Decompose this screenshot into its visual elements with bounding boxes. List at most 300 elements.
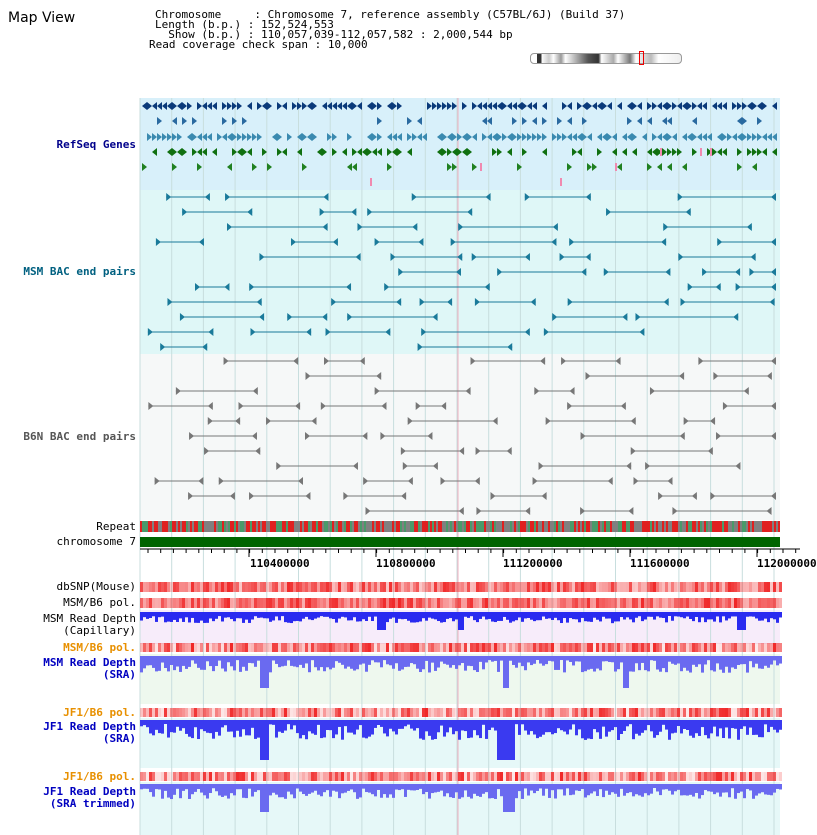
polymorphism-cell <box>224 772 227 781</box>
polymorphism-cell <box>419 582 422 592</box>
depth-bar <box>140 656 143 672</box>
polymorphism-cell <box>764 582 767 592</box>
gene-feature <box>302 163 307 171</box>
repeat-feature <box>336 521 338 532</box>
bac-end-marker <box>540 357 545 365</box>
depth-bar <box>698 656 701 664</box>
polymorphism-cell <box>761 598 764 608</box>
polymorphism-cell <box>248 708 251 717</box>
depth-bar <box>404 720 407 726</box>
repeat-feature <box>456 521 458 532</box>
depth-bar <box>617 656 620 669</box>
depth-bar <box>596 612 599 620</box>
polymorphism-cell <box>308 643 311 652</box>
polymorphism-cell <box>539 708 542 717</box>
depth-bar <box>179 784 182 798</box>
repeat-feature <box>630 521 632 532</box>
polymorphism-cell <box>626 772 629 781</box>
polymorphism-cell <box>680 772 683 781</box>
polymorphism-cell <box>710 772 713 781</box>
depth-bar <box>350 784 353 789</box>
gene-feature <box>692 117 697 125</box>
depth-bar <box>374 612 377 617</box>
polymorphism-cell <box>341 772 344 781</box>
polymorphism-cell <box>494 708 497 717</box>
depth-bar <box>344 784 347 793</box>
polymorphism-cell <box>281 598 284 608</box>
depth-bar <box>377 720 380 725</box>
gene-feature <box>657 163 662 171</box>
depth-bar <box>380 656 383 667</box>
bac-end-marker <box>544 328 549 336</box>
depth-bar <box>371 720 374 735</box>
polymorphism-cell <box>179 582 182 592</box>
polymorphism-cell <box>290 582 293 592</box>
depth-bar <box>614 612 617 621</box>
gene-feature <box>632 133 637 141</box>
polymorphism-cell <box>479 708 482 717</box>
polymorphism-cell <box>245 598 248 608</box>
repeat-feature <box>726 521 728 532</box>
depth-bar <box>299 656 302 665</box>
polymorphism-cell <box>263 598 266 608</box>
polymorphism-cell <box>557 708 560 717</box>
polymorphism-cell <box>563 582 566 592</box>
gene-feature <box>202 133 207 141</box>
repeat-feature <box>424 521 426 532</box>
polymorphism-cell <box>278 772 281 781</box>
gene-feature <box>387 163 392 171</box>
depth-bar <box>164 784 167 791</box>
polymorphism-cell <box>275 598 278 608</box>
polymorphism-cell <box>143 643 146 652</box>
polymorphism-cell <box>500 598 503 608</box>
polymorphism-cell <box>278 643 281 652</box>
polymorphism-cell <box>737 643 740 652</box>
polymorphism-cell <box>566 708 569 717</box>
polymorphism-cell <box>194 598 197 608</box>
depth-bar <box>632 656 635 672</box>
polymorphism-cell <box>173 772 176 781</box>
depth-bar <box>551 656 554 661</box>
polymorphism-cell <box>641 598 644 608</box>
repeat-feature <box>340 521 342 532</box>
bac-end-marker <box>552 313 557 321</box>
repeat-feature <box>172 521 174 532</box>
polymorphism-cell <box>602 582 605 592</box>
polymorphism-cell <box>461 772 464 781</box>
polymorphism-cell <box>362 598 365 608</box>
gene-feature <box>327 102 332 110</box>
depth-bar <box>605 720 608 737</box>
polymorphism-cell <box>722 598 725 608</box>
polymorphism-cell <box>320 708 323 717</box>
length-value: 152,524,553 <box>260 18 334 31</box>
polymorphism-cell <box>752 708 755 717</box>
polymorphism-cell <box>386 643 389 652</box>
depth-bar <box>317 612 320 618</box>
depth-bar <box>461 720 464 730</box>
polymorphism-cell <box>311 708 314 717</box>
polymorphism-cell <box>248 643 251 652</box>
depth-bar <box>626 612 629 617</box>
gene-feature <box>692 148 697 156</box>
bac-end-marker <box>459 447 464 455</box>
polymorphism-cell <box>542 643 545 652</box>
depth-bar <box>593 720 596 729</box>
repeat-feature <box>370 521 372 532</box>
depth-bar <box>545 720 548 732</box>
polymorphism-cell <box>164 772 167 781</box>
depth-bar <box>725 784 728 792</box>
polymorphism-cell <box>449 772 452 781</box>
polymorphism-cell <box>392 598 395 608</box>
repeat-feature <box>572 521 574 532</box>
repeat-feature <box>226 521 228 532</box>
polymorphism-cell <box>236 598 239 608</box>
repeat-feature <box>584 521 586 532</box>
repeat-feature <box>720 521 722 532</box>
depth-bar <box>707 720 710 738</box>
polymorphism-cell <box>197 598 200 608</box>
polymorphism-cell <box>338 582 341 592</box>
gene-feature <box>747 133 752 141</box>
polymorphism-cell <box>554 772 557 781</box>
polymorphism-cell <box>539 598 542 608</box>
depth-bar <box>449 784 452 797</box>
depth-bar <box>359 720 362 725</box>
depth-bar <box>575 720 578 735</box>
depth-bar <box>668 612 671 616</box>
polymorphism-cell <box>155 772 158 781</box>
depth-bar <box>692 720 695 738</box>
depth-bar <box>614 720 617 727</box>
repeat-feature <box>394 521 396 532</box>
polymorphism-cell <box>695 582 698 592</box>
polymorphism-cell <box>665 598 668 608</box>
polymorphism-cell <box>521 772 524 781</box>
polymorphism-cell <box>680 598 683 608</box>
depth-bar <box>482 784 485 794</box>
depth-bar <box>335 784 338 792</box>
gene-feature <box>367 102 372 110</box>
repeat-feature <box>628 521 630 532</box>
depth-bar <box>293 720 296 725</box>
polymorphism-cell <box>365 643 368 652</box>
bac-end-marker <box>770 298 775 306</box>
polymorphism-cell <box>761 772 764 781</box>
polymorphism-cell <box>323 772 326 781</box>
depth-bar <box>566 612 569 623</box>
polymorphism-cell <box>230 582 233 592</box>
repeat-feature <box>326 521 328 532</box>
gene-feature <box>737 133 742 141</box>
repeat-feature <box>450 521 452 532</box>
gene-feature <box>157 102 162 110</box>
polymorphism-cell <box>701 772 704 781</box>
polymorphism-cell <box>143 582 146 592</box>
polymorphism-cell <box>638 582 641 592</box>
polymorphism-cell <box>611 708 614 717</box>
polymorphism-cell <box>662 643 665 652</box>
depth-bar <box>407 784 410 790</box>
depth-bar <box>281 612 284 616</box>
depth-bar <box>311 656 314 660</box>
repeat-feature <box>524 521 526 532</box>
repeat-feature <box>638 521 640 532</box>
track-label-dbsnp: dbSNP(Mouse) <box>56 580 136 593</box>
polymorphism-cell <box>776 772 779 781</box>
polymorphism-cell <box>581 643 584 652</box>
repeat-feature <box>298 521 300 532</box>
depth-bar <box>218 656 221 661</box>
repeat-feature <box>360 521 362 532</box>
polymorphism-cell <box>158 772 161 781</box>
depth-bar <box>575 656 578 661</box>
depth-bar <box>566 784 569 788</box>
gene-feature <box>452 163 457 171</box>
polymorphism-cell <box>695 643 698 652</box>
depth-bar <box>497 656 500 672</box>
gene-feature <box>622 148 627 156</box>
gene-feature <box>352 102 357 110</box>
bac-end-marker <box>166 193 171 201</box>
polymorphism-cell <box>704 772 707 781</box>
polymorphism-cell <box>287 582 290 592</box>
polymorphism-cell <box>212 643 215 652</box>
depth-bar <box>227 720 230 732</box>
depth-bar <box>434 784 437 792</box>
gene-feature <box>607 133 612 141</box>
bac-end-marker <box>198 477 203 485</box>
depth-bar <box>368 656 371 665</box>
bac-end-marker <box>385 328 390 336</box>
polymorphism-cell <box>290 772 293 781</box>
polymorphism-cell <box>434 772 437 781</box>
polymorphism-cell <box>143 772 146 781</box>
depth-bar <box>335 612 338 623</box>
polymorphism-cell <box>401 643 404 652</box>
depth-bar <box>719 720 722 728</box>
gene-feature <box>227 163 232 171</box>
polymorphism-cell <box>437 643 440 652</box>
depth-bar <box>329 784 332 797</box>
polymorphism-cell <box>386 598 389 608</box>
depth-bar <box>704 784 707 790</box>
depth-bar <box>416 656 419 669</box>
gene-feature <box>542 117 547 125</box>
polymorphism-cell <box>287 708 290 717</box>
gene-feature <box>732 102 737 110</box>
polymorphism-cell <box>233 598 236 608</box>
bac-end-marker <box>486 193 491 201</box>
depth-bar <box>341 656 344 665</box>
repeat-feature <box>680 521 682 532</box>
depth-bar <box>173 784 176 795</box>
repeat-feature <box>510 521 512 532</box>
polymorphism-cell <box>194 643 197 652</box>
polymorphism-cell <box>158 708 161 717</box>
gene-feature <box>727 133 732 141</box>
depth-bar <box>149 656 152 665</box>
gene-feature <box>327 133 332 141</box>
repeat-feature <box>710 521 712 532</box>
polymorphism-cell <box>209 708 212 717</box>
polymorphism-cell <box>173 582 176 592</box>
repeat-feature <box>656 521 658 532</box>
polymorphism-cell <box>176 582 179 592</box>
depth-bar <box>659 656 662 672</box>
depth-bar <box>590 656 593 669</box>
polymorphism-cell <box>530 582 533 592</box>
polymorphism-cell <box>413 772 416 781</box>
depth-bar <box>179 656 182 672</box>
depth-bar <box>389 720 392 729</box>
depth-bar <box>641 612 644 621</box>
gene-feature <box>377 148 382 156</box>
polymorphism-cell <box>497 772 500 781</box>
depth-bar <box>374 784 377 796</box>
depth-bar <box>728 720 731 738</box>
depth-bar <box>677 784 680 790</box>
bac-end-marker <box>396 298 401 306</box>
gene-feature <box>607 102 612 110</box>
polymorphism-cell <box>440 598 443 608</box>
repeat-feature <box>306 521 308 532</box>
depth-bar <box>761 656 764 669</box>
depth-bar <box>461 784 464 797</box>
polymorphism-cell <box>260 582 263 592</box>
depth-bar <box>368 784 371 793</box>
depth-bar <box>521 784 524 799</box>
depth-bar <box>716 612 719 616</box>
repeat-feature <box>372 521 374 532</box>
gene-feature <box>242 117 247 125</box>
repeat-feature <box>322 521 324 532</box>
polymorphism-cell <box>662 772 665 781</box>
gene-feature <box>162 102 167 110</box>
repeat-feature <box>664 521 666 532</box>
gene-feature <box>367 133 372 141</box>
gene-feature <box>277 133 282 141</box>
polymorphism-cell <box>452 598 455 608</box>
gene-feature <box>182 102 187 110</box>
polymorphism-cell <box>362 772 365 781</box>
depth-bar <box>329 720 332 730</box>
depth-bar <box>776 784 779 789</box>
depth-bar <box>443 720 446 737</box>
depth-bar <box>548 612 551 618</box>
polymorphism-cell <box>275 772 278 781</box>
polymorphism-cell <box>221 643 224 652</box>
polymorphism-cell <box>575 708 578 717</box>
repeat-feature <box>682 521 684 532</box>
depth-bar <box>404 612 407 619</box>
gene-feature <box>757 148 762 156</box>
polymorphism-cell <box>197 582 200 592</box>
bac-end-marker <box>668 477 673 485</box>
gene-feature <box>197 133 202 141</box>
depth-bar <box>737 720 740 740</box>
depth-bar <box>266 720 269 760</box>
repeat-feature <box>216 521 218 532</box>
polymorphism-cell <box>347 582 350 592</box>
gene-feature <box>482 102 487 110</box>
repeat-feature <box>648 521 650 532</box>
depth-bar <box>344 720 347 726</box>
depth-bar <box>671 612 674 621</box>
polymorphism-cell <box>752 598 755 608</box>
polymorphism-cell <box>467 708 470 717</box>
polymorphism-cell <box>560 708 563 717</box>
polymorphism-cell <box>470 708 473 717</box>
depth-bar <box>254 720 257 739</box>
polymorphism-cell <box>212 582 215 592</box>
depth-bar <box>290 784 293 794</box>
repeat-feature <box>272 521 274 532</box>
polymorphism-cell <box>527 708 530 717</box>
jf1-depth-trim-line1: JF1 Read Depth <box>43 785 136 798</box>
depth-bar <box>182 720 185 728</box>
bac-end-marker <box>208 402 213 410</box>
polymorphism-cell <box>218 582 221 592</box>
polymorphism-cell <box>593 598 596 608</box>
bac-end-marker <box>351 208 356 216</box>
depth-bar <box>686 656 689 671</box>
polymorphism-cell <box>719 708 722 717</box>
repeat-feature <box>778 521 780 532</box>
polymorphism-cell <box>677 708 680 717</box>
gene-feature <box>617 102 622 110</box>
depth-bar <box>758 784 761 793</box>
polymorphism-cell <box>770 643 773 652</box>
repeat-feature <box>418 521 420 532</box>
repeat-feature <box>270 521 272 532</box>
polymorphism-cell <box>191 772 194 781</box>
repeat-feature <box>728 521 730 532</box>
gene-feature <box>172 117 177 125</box>
polymorphism-cell <box>692 598 695 608</box>
repeat-feature <box>162 521 164 532</box>
gene-feature <box>737 117 742 125</box>
repeat-feature <box>164 521 166 532</box>
polymorphism-cell <box>488 582 491 592</box>
gene-feature <box>422 133 427 141</box>
polymorphism-cell <box>656 582 659 592</box>
gene-feature <box>452 148 457 156</box>
repeat-feature <box>248 521 250 532</box>
gene-feature <box>182 117 187 125</box>
gene-feature <box>702 133 707 141</box>
gene-feature <box>142 163 147 171</box>
polymorphism-cell <box>548 708 551 717</box>
depth-bar <box>608 656 611 662</box>
polymorphism-cell <box>608 582 611 592</box>
depth-bar <box>554 656 557 670</box>
depth-bar <box>152 612 155 616</box>
polymorphism-cell <box>410 643 413 652</box>
polymorphism-cell <box>326 772 329 781</box>
depth-bar <box>491 720 494 728</box>
gene-feature <box>237 102 242 110</box>
polymorphism-cell <box>407 598 410 608</box>
gene-feature <box>577 133 582 141</box>
polymorphism-cell <box>347 598 350 608</box>
gene-feature <box>602 102 607 110</box>
depth-bar <box>620 720 623 734</box>
depth-bar <box>593 784 596 791</box>
repeat-feature <box>704 521 706 532</box>
